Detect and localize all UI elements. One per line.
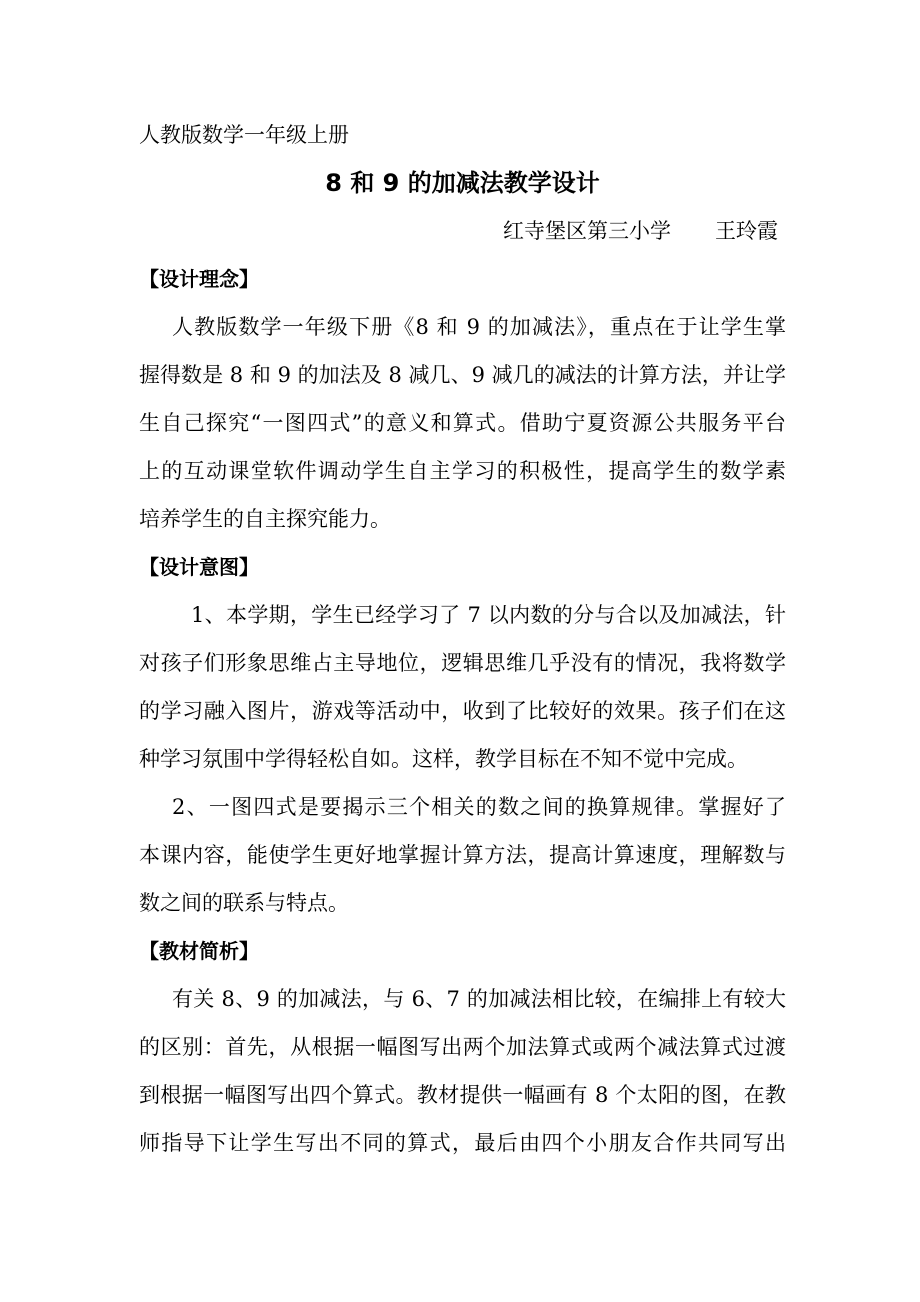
paragraph-line: 生自己探究“一图四式”的意义和算式。借助宁夏资源公共服务平台: [139, 411, 786, 435]
paragraph-line: 握得数是 8 和 9 的加法及 8 减几、9 减几的减法的计算方法，并让学: [139, 363, 786, 387]
paragraph-line: 对孩子们形象思维占主导地位，逻辑思维几乎没有的情况，我将数学: [139, 651, 786, 675]
document-title: 8 和 9 的加减法教学设计: [325, 169, 600, 197]
paragraph-line: 1、本学期，学生已经学习了 7 以内数的分与合以及加减法，针: [191, 603, 786, 627]
paragraph-line: 师指导下让学生写出不同的算式，最后由四个小朋友合作共同写出: [139, 1131, 786, 1155]
paragraph-line: 本课内容，能使学生更好地掌握计算方法，提高计算速度，理解数与: [139, 843, 786, 867]
paragraph-line: 2、一图四式是要揭示三个相关的数之间的换算规律。掌握好了: [172, 795, 786, 819]
paragraph-line: 数之间的联系与特点。: [139, 891, 349, 915]
section-heading-design-concept: 【设计理念】: [139, 267, 259, 291]
header-text: 人教版数学一年级上册: [139, 123, 349, 147]
paragraph-line: 人教版数学一年级下册《8 和 9 的加减法》，重点在于让学生掌: [172, 315, 786, 339]
paragraph-line: 有关 8、9 的加减法，与 6、7 的加减法相比较，在编排上有较大: [172, 987, 786, 1011]
author-school: 红寺堡区第三小学: [503, 219, 671, 243]
paragraph-line: 的区别：首先，从根据一幅图写出两个加法算式或两个减法算式过渡: [139, 1035, 786, 1059]
author-name: 王玲霞: [715, 219, 778, 243]
document-page: [139, 111, 786, 1167]
section-heading-design-intent: 【设计意图】: [139, 555, 259, 579]
section-heading-textbook-analysis: 【教材简析】: [139, 939, 259, 963]
paragraph-line: 到根据一幅图写出四个算式。教材提供一幅画有 8 个太阳的图，在教: [139, 1083, 786, 1107]
paragraph-line: 的学习融入图片，游戏等活动中，收到了比较好的效果。孩子们在这: [139, 699, 786, 723]
paragraph-line: 上的互动课堂软件调动学生自主学习的积极性，提高学生的数学素: [139, 459, 786, 483]
paragraph-line: 种学习氛围中学得轻松自如。这样，教学目标在不知不觉中完成。: [139, 747, 748, 771]
paragraph-line: 培养学生的自主探究能力。: [139, 507, 391, 531]
author-line: [139, 207, 786, 255]
